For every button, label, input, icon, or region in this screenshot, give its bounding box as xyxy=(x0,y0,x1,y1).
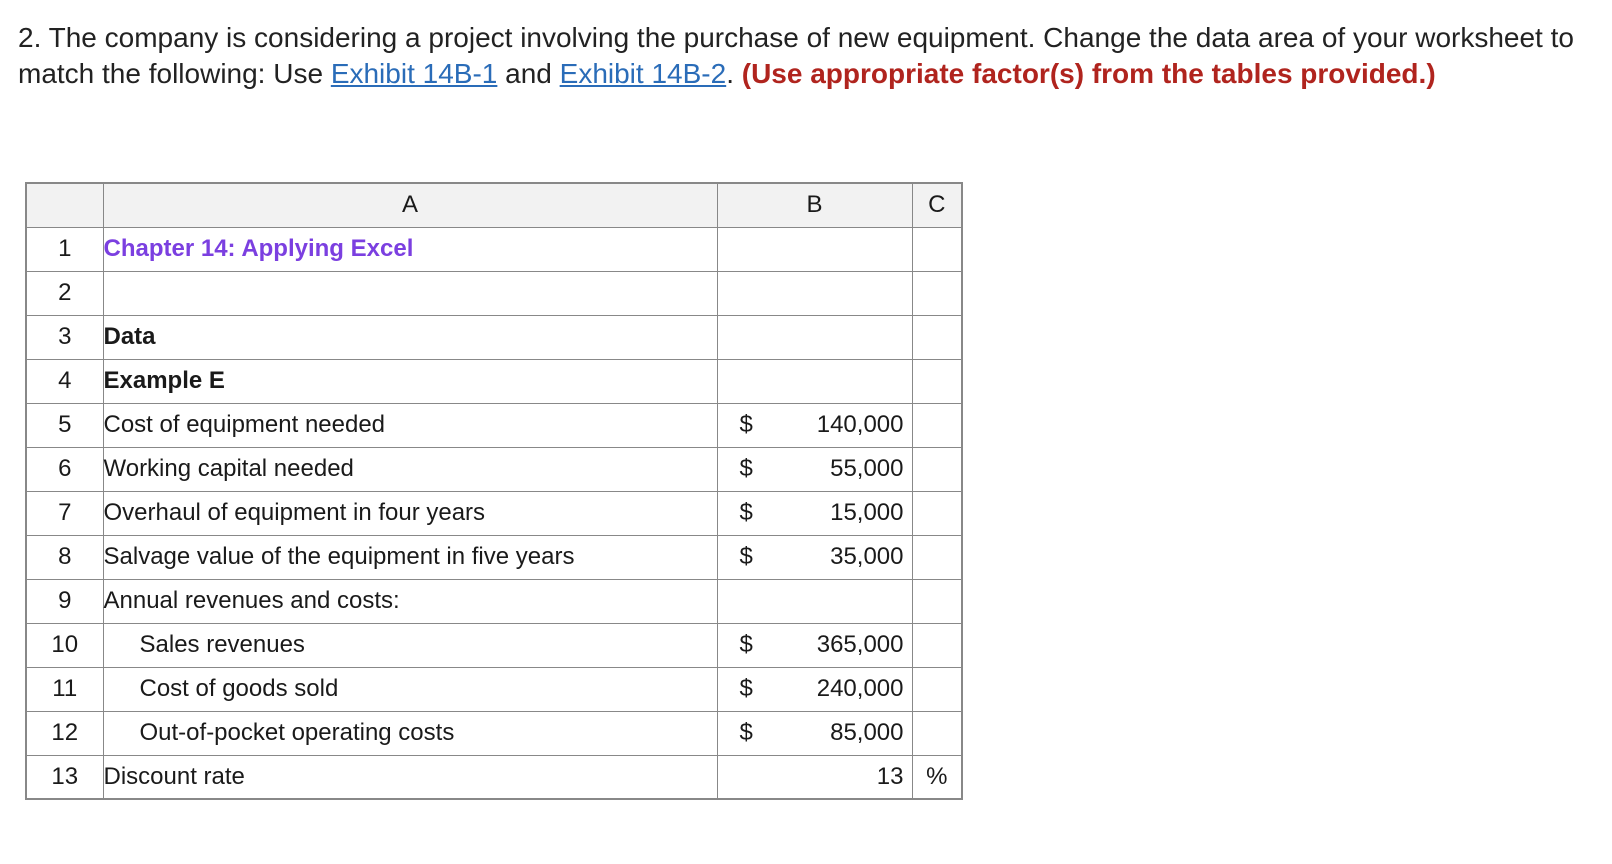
unit-cell xyxy=(912,667,962,711)
row-number: 5 xyxy=(26,403,103,447)
row-number: 12 xyxy=(26,711,103,755)
worksheet-data-table xyxy=(25,182,963,800)
row-number: 7 xyxy=(26,491,103,535)
table-row xyxy=(26,227,962,271)
value-cell xyxy=(717,667,912,711)
row-number: 13 xyxy=(26,755,103,799)
unit-cell xyxy=(912,711,962,755)
table-row xyxy=(26,755,962,799)
row-number: 10 xyxy=(26,623,103,667)
table-row xyxy=(26,535,962,579)
table-row xyxy=(26,315,962,359)
currency-symbol: $ xyxy=(739,411,753,438)
amount: 13 xyxy=(876,762,904,790)
table-row xyxy=(26,623,962,667)
row-number: 9 xyxy=(26,579,103,623)
value-cell xyxy=(717,623,912,667)
unit-cell xyxy=(912,447,962,491)
unit-cell xyxy=(912,623,962,667)
table-row xyxy=(26,271,962,315)
unit-cell xyxy=(912,227,962,271)
unit-cell xyxy=(912,359,962,403)
label-cell: Working capital needed xyxy=(103,447,717,491)
amount: 55,000 xyxy=(830,455,904,482)
amount: 85,000 xyxy=(830,719,904,746)
amount: 35,000 xyxy=(830,543,904,570)
label-cell: Cost of goods sold xyxy=(103,667,717,711)
table-row xyxy=(26,359,962,403)
question-text xyxy=(18,20,1578,92)
unit-cell xyxy=(912,315,962,359)
currency-symbol: $ xyxy=(739,631,753,658)
question-prefix: 2. The company is considering a project involving the purchase of new equipment. Change the data area of your worksheet to match the following: Use xyxy=(18,22,1574,89)
currency-symbol: $ xyxy=(739,499,753,526)
row-number: 8 xyxy=(26,535,103,579)
example-heading: Example E xyxy=(103,359,717,403)
question-emphasis: (Use appropriate factor(s) from the tables provided.) xyxy=(741,58,1436,89)
exhibit-14b-2-link[interactable]: Exhibit 14B-2 xyxy=(559,58,727,89)
amount: 240,000 xyxy=(816,675,904,702)
label-cell: Annual revenues and costs: xyxy=(103,579,717,623)
unit-cell xyxy=(912,535,962,579)
value-cell xyxy=(717,535,912,579)
row-number: 6 xyxy=(26,447,103,491)
row-number: 3 xyxy=(26,315,103,359)
label-cell: Sales revenues xyxy=(103,623,717,667)
unit-cell xyxy=(912,579,962,623)
table-row xyxy=(26,667,962,711)
row-number: 1 xyxy=(26,227,103,271)
value-cell xyxy=(717,755,912,799)
row-number: 2 xyxy=(26,271,103,315)
value-cell xyxy=(717,315,912,359)
value-cell xyxy=(717,271,912,315)
sheet-title-cell: Chapter 14: Applying Excel xyxy=(103,227,717,271)
column-header-row xyxy=(26,183,962,227)
unit-cell xyxy=(912,403,962,447)
column-header-c: C xyxy=(912,183,962,227)
value-cell xyxy=(717,491,912,535)
question-period: . xyxy=(726,58,742,89)
amount: 140,000 xyxy=(816,411,904,438)
exhibit-14b-1-link[interactable]: Exhibit 14B-1 xyxy=(330,58,498,89)
section-heading-data: Data xyxy=(103,315,717,359)
amount: 365,000 xyxy=(816,631,904,658)
table-row xyxy=(26,711,962,755)
value-cell xyxy=(717,227,912,271)
value-cell xyxy=(717,447,912,491)
value-cell xyxy=(717,403,912,447)
row-number: 4 xyxy=(26,359,103,403)
value-cell xyxy=(717,711,912,755)
column-header-b: B xyxy=(717,183,912,227)
value-cell xyxy=(717,359,912,403)
currency-symbol: $ xyxy=(739,719,753,746)
table-row xyxy=(26,403,962,447)
row-number: 11 xyxy=(26,667,103,711)
value-cell xyxy=(717,579,912,623)
unit-cell xyxy=(912,271,962,315)
column-header-a: A xyxy=(103,183,717,227)
table-row xyxy=(26,491,962,535)
label-cell: Out-of-pocket operating costs xyxy=(103,711,717,755)
label-cell: Overhaul of equipment in four years xyxy=(103,491,717,535)
amount: 15,000 xyxy=(830,499,904,526)
currency-symbol: $ xyxy=(739,455,753,482)
table-row xyxy=(26,579,962,623)
currency-symbol: $ xyxy=(739,543,753,570)
unit-cell: % xyxy=(912,755,962,799)
question-and: and xyxy=(497,58,560,89)
label-cell: Salvage value of the equipment in five years xyxy=(103,535,717,579)
currency-symbol: $ xyxy=(739,675,753,702)
unit-cell xyxy=(912,491,962,535)
label-cell: Discount rate xyxy=(103,755,717,799)
label-cell xyxy=(103,271,717,315)
corner-header xyxy=(26,183,103,227)
label-cell: Cost of equipment needed xyxy=(103,403,717,447)
table-row xyxy=(26,447,962,491)
